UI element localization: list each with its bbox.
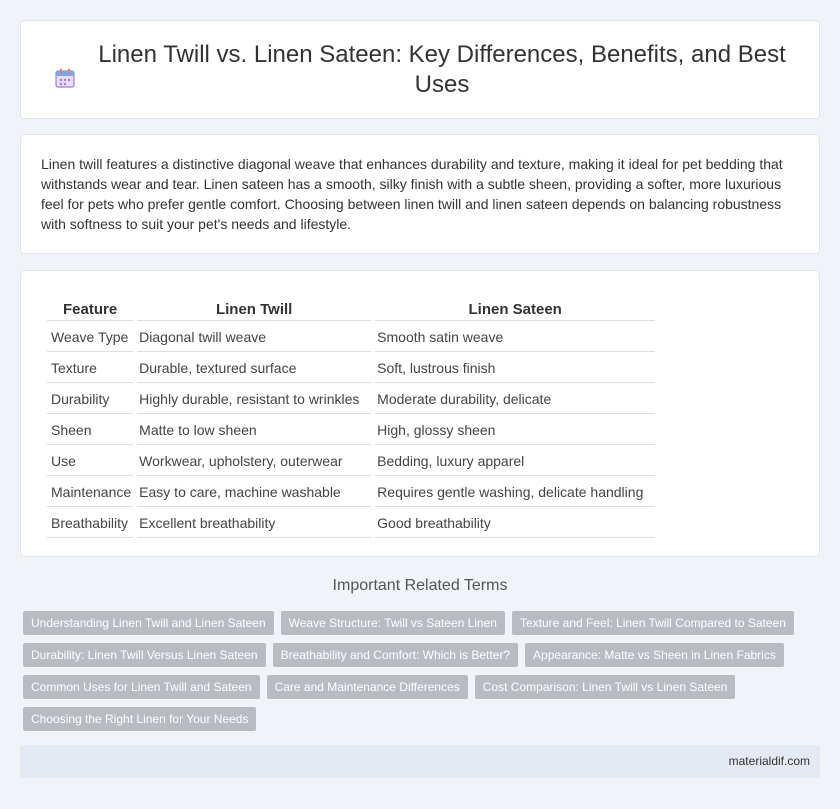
related-term-chip[interactable]: Weave Structure: Twill vs Sateen Linen xyxy=(281,611,505,635)
intro-text: Linen twill features a distinctive diagonal weave that enhances durability and texture, making it ideal for pet bedding that withstands wear and tear. Linen sateen has a smooth, silky finish with a subtle sheen, providing a softer, more luxurious feel for pets who prefer gentle comfort. Choosing between linen twill and linen sateen depends on balancing robustness with softness to suit your pet's needs and lifestyle. xyxy=(41,156,783,232)
table-row xyxy=(47,414,655,445)
related-term-chip[interactable]: Common Uses for Linen Twill and Sateen xyxy=(23,675,260,699)
table-cell: Breathability xyxy=(47,507,133,538)
table-cell: Moderate durability, delicate xyxy=(375,383,655,414)
footer xyxy=(20,745,820,778)
header-inner xyxy=(50,40,790,100)
table-header-row xyxy=(47,295,655,321)
table-header-linen-twill: Linen Twill xyxy=(137,295,371,321)
table-header-feature: Feature xyxy=(47,295,133,321)
table-cell: Excellent breathability xyxy=(137,507,371,538)
table-cell: Workwear, upholstery, outerwear xyxy=(137,445,371,476)
table-cell: Highly durable, resistant to wrinkles xyxy=(137,383,371,414)
table-cell: Weave Type xyxy=(47,321,133,352)
table-cell: Sheen xyxy=(47,414,133,445)
table-row xyxy=(47,383,655,414)
related-term-chip[interactable]: Choosing the Right Linen for Your Needs xyxy=(23,707,256,731)
intro-card xyxy=(20,134,820,254)
table-row xyxy=(47,352,655,383)
table-row xyxy=(47,507,655,538)
table-row xyxy=(47,321,655,352)
table-cell: Use xyxy=(47,445,133,476)
related-term-chip[interactable]: Durability: Linen Twill Versus Linen Sateen xyxy=(23,643,266,667)
related-term-chip[interactable]: Understanding Linen Twill and Linen Sateen xyxy=(23,611,274,635)
table-header-linen-sateen: Linen Sateen xyxy=(375,295,655,321)
calendar-icon xyxy=(53,66,77,90)
related-term-chip[interactable]: Cost Comparison: Linen Twill vs Linen Sateen xyxy=(475,675,736,699)
table-cell: Soft, lustrous finish xyxy=(375,352,655,383)
table-cell: Bedding, luxury apparel xyxy=(375,445,655,476)
table-cell: Texture xyxy=(47,352,133,383)
related-terms-title: Important Related Terms xyxy=(332,577,508,594)
table-row xyxy=(47,445,655,476)
table-cell: Easy to care, machine washable xyxy=(137,476,371,507)
comparison-table xyxy=(43,295,659,538)
related-terms-list xyxy=(23,611,813,731)
table-cell: Good breathability xyxy=(375,507,655,538)
table-cell: Matte to low sheen xyxy=(137,414,371,445)
related-term-chip[interactable]: Appearance: Matte vs Sheen in Linen Fabrics xyxy=(525,643,784,667)
table-cell: High, glossy sheen xyxy=(375,414,655,445)
table-cell: Durability xyxy=(47,383,133,414)
related-term-chip[interactable]: Texture and Feel: Linen Twill Compared to Sateen xyxy=(512,611,794,635)
table-cell: Diagonal twill weave xyxy=(137,321,371,352)
related-term-chip[interactable]: Breathability and Comfort: Which is Better? xyxy=(273,643,518,667)
table-cell: Durable, textured surface xyxy=(137,352,371,383)
page-title: Linen Twill vs. Linen Sateen: Key Differences, Benefits, and Best Uses xyxy=(98,40,786,98)
header-card xyxy=(20,20,820,119)
related-term-chip[interactable]: Care and Maintenance Differences xyxy=(267,675,468,699)
comparison-table-card xyxy=(20,270,820,557)
table-cell: Maintenance xyxy=(47,476,133,507)
table-cell: Smooth satin weave xyxy=(375,321,655,352)
table-cell: Requires gentle washing, delicate handling xyxy=(375,476,655,507)
table-row xyxy=(47,476,655,507)
footer-site-link[interactable]: materialdif.com xyxy=(728,754,810,768)
